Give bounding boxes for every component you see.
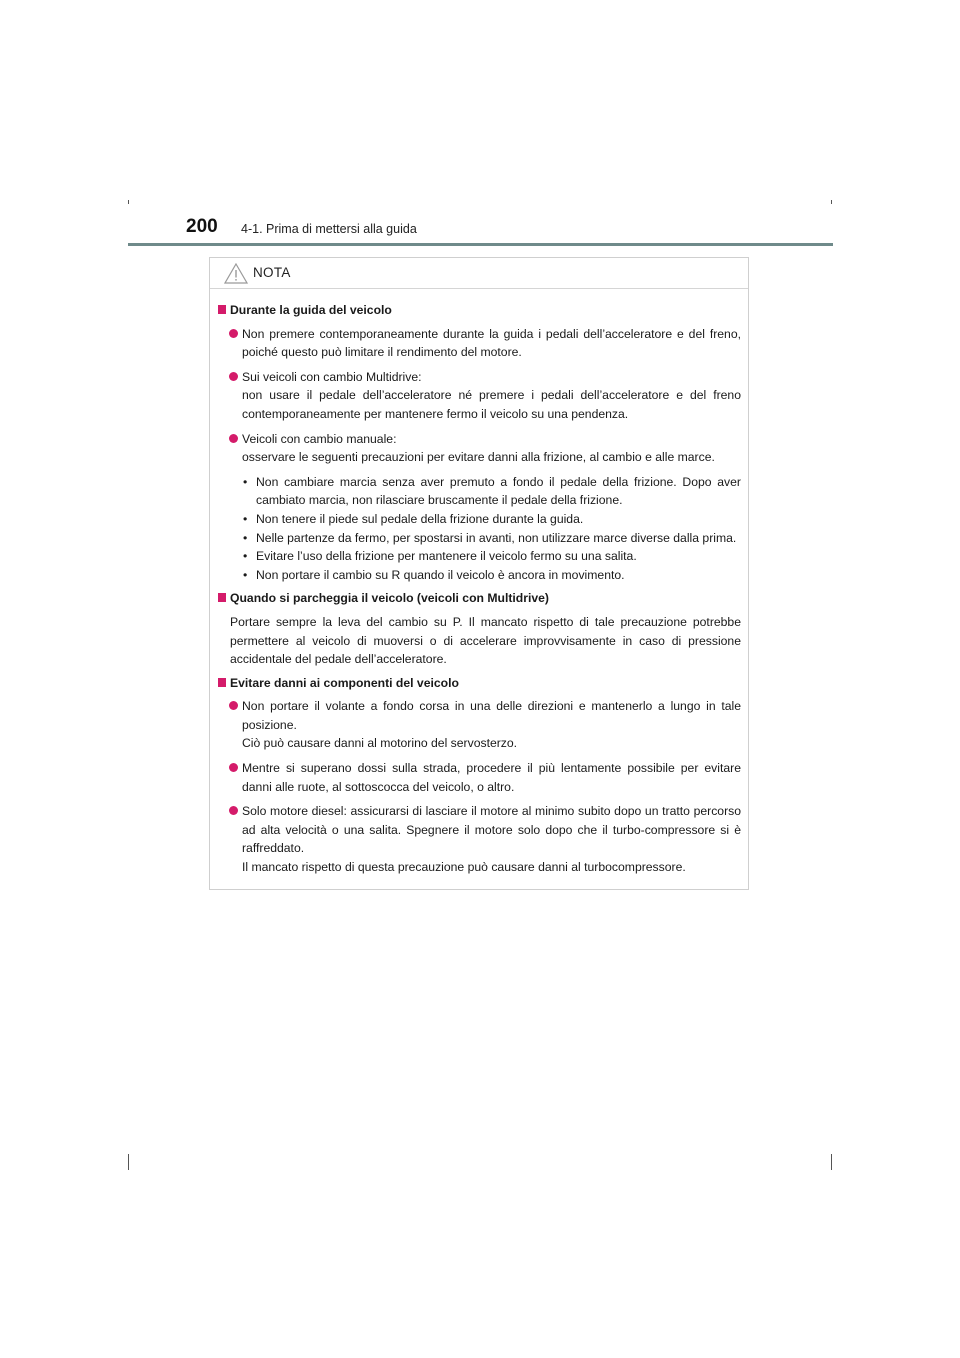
circle-bullet-icon [229, 763, 238, 772]
sub-list-item [242, 529, 741, 548]
nota-body [210, 289, 748, 877]
section-heading [218, 301, 741, 320]
section-title: 4-1. Prima di mettersi alla guida [241, 222, 417, 236]
sub-list-item-text: Non cambiare marcia senza aver premuto a fondo il pedale della frizione. Dopo aver cambiato marcia, non rilasciare bruscamente il pedale della frizione. [256, 474, 741, 508]
bullet-glyph: • [243, 511, 248, 526]
square-bullet-icon [218, 593, 226, 602]
list-item-text: Non portare il volante a fondo corsa in una delle direzioni e mantenerlo a lungo in tale posizione. [242, 699, 741, 732]
circle-bullet-icon [229, 372, 238, 381]
nota-title: NOTA [253, 265, 291, 280]
list-item-text: Mentre si superano dossi sulla strada, procedere il più lentamente possibile per evitare danni alle ruote, al sottoscocca del veicolo, o altro. [242, 761, 741, 794]
bullet-glyph: • [243, 530, 248, 545]
circle-bullet-icon [229, 701, 238, 710]
header-rule [128, 243, 833, 246]
warning-icon [224, 263, 248, 284]
sub-list-item [242, 566, 741, 585]
list-item-text: osservare le seguenti precauzioni per evitare danni alla frizione, al cambio e alle marce. [242, 450, 715, 465]
square-bullet-icon [218, 678, 226, 687]
section-heading-text: Quando si parcheggia il veicolo (veicoli con Multidrive) [230, 591, 549, 606]
crop-mark [831, 1154, 832, 1170]
section-heading-text: Evitare danni ai componenti del veicolo [230, 675, 459, 690]
list-item [218, 759, 741, 796]
crop-mark [128, 1154, 129, 1170]
nota-box [209, 257, 749, 890]
bullet-glyph: • [243, 474, 248, 489]
sub-list-item-text: Nelle partenze da fermo, per spostarsi in avanti, non utilizzare marce diverse dalla prima. [256, 530, 737, 545]
sub-list-item [242, 510, 741, 529]
list-item [218, 802, 741, 876]
list-item [218, 697, 741, 753]
page-number: 200 [186, 216, 218, 237]
sub-list-item [242, 547, 741, 566]
list-item [218, 325, 741, 362]
sub-list-item [242, 473, 741, 510]
list-item-text: Veicoli con cambio manuale: [242, 431, 397, 446]
section-heading [218, 589, 741, 608]
list-item-text: Solo motore diesel: assicurarsi di lasciare il motore al minimo subito dopo un tratto percorso ad alta velocità o una salita. Spegnere il motore solo dopo che il turbo-compressore si è raffreddato. [242, 804, 741, 856]
list-item-text: Non premere contemporaneamente durante la guida i pedali dell’acceleratore e del freno, poiché questo può limitare il rendimento del motore. [242, 326, 741, 360]
section-heading-text: Durante la guida del veicolo [230, 303, 392, 317]
page-header [0, 0, 960, 260]
list-item [218, 430, 741, 467]
section-heading [218, 674, 741, 693]
bullet-glyph: • [243, 567, 248, 582]
nota-header [210, 258, 748, 289]
list-item-text: Sui veicoli con cambio Multidrive: [242, 369, 422, 384]
circle-bullet-icon [229, 806, 238, 815]
sub-list-item-text: Evitare l’uso della frizione per mantenere il veicolo fermo su una salita. [256, 549, 637, 564]
sub-list [242, 473, 741, 585]
square-bullet-icon [218, 305, 226, 314]
circle-bullet-icon [229, 329, 238, 338]
list-item-text: Il mancato rispetto di questa precauzione può causare danni al turbocompressore. [242, 860, 686, 875]
sub-list-item-text: Non tenere il piede sul pedale della frizione durante la guida. [256, 511, 584, 526]
sub-list-item-text: Non portare il cambio su R quando il veicolo è ancora in movimento. [256, 567, 625, 582]
paragraph: Portare sempre la leva del cambio su P. Il mancato rispetto di tale precauzione potrebbe permettere al veicolo di muoversi o di accelerare improvvisamente in caso di pressione accidentale del pedale dell’acceleratore. [230, 614, 741, 667]
bullet-glyph: • [243, 549, 248, 564]
circle-bullet-icon [229, 434, 238, 443]
list-item-text: Ciò può causare danni al motorino del servosterzo. [242, 736, 518, 751]
list-item-text: non usare il pedale dell’acceleratore né premere i pedali dell’acceleratore e del freno contemporaneamente per mantenere fermo il veicolo su una pendenza. [242, 388, 741, 421]
list-item [218, 368, 741, 424]
